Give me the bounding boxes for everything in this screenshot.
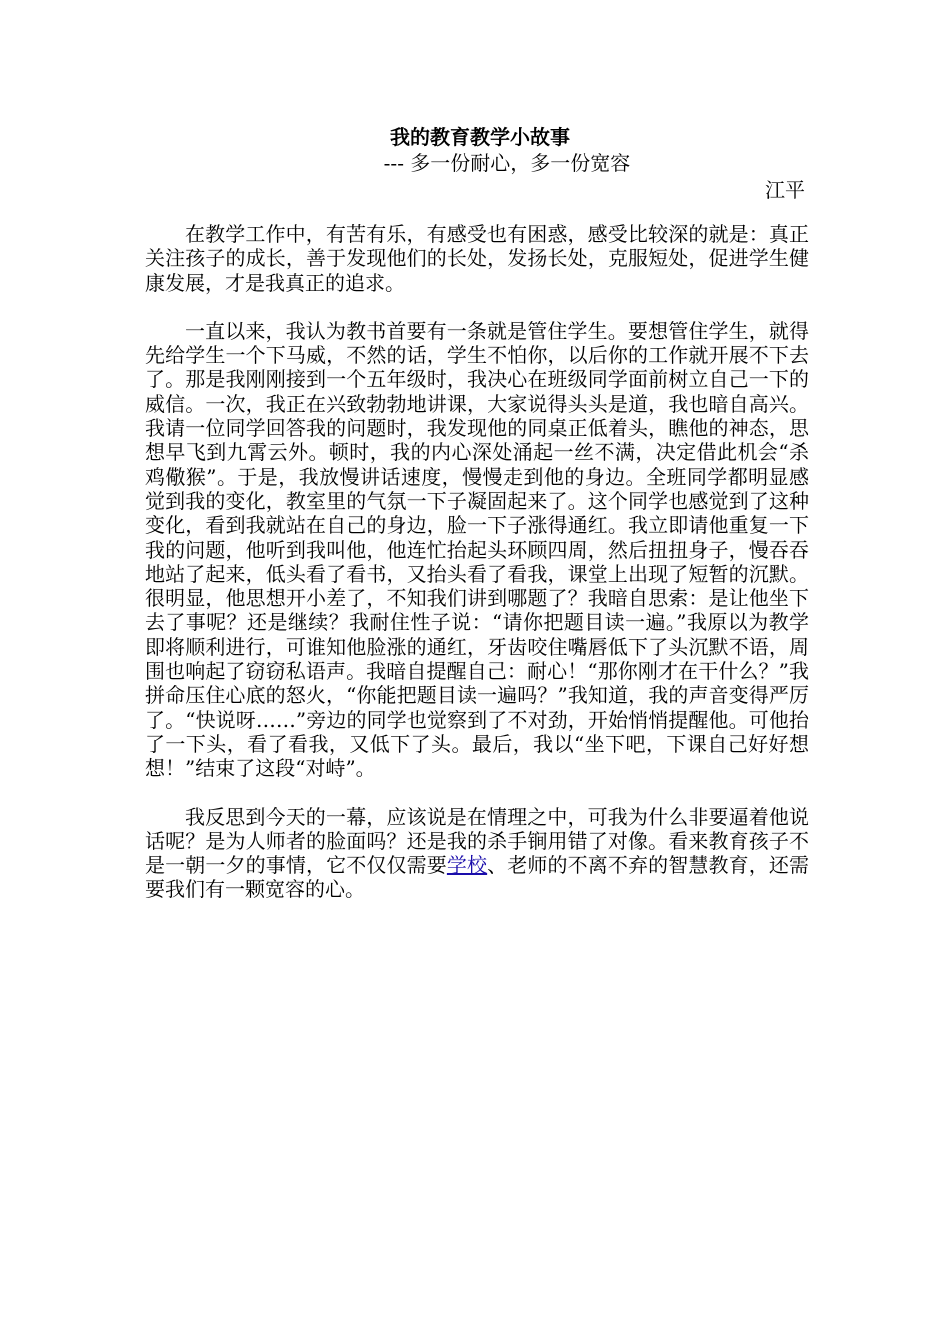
paragraph-1: 在教学工作中，有苦有乐，有感受也有困惑，感受比较深的就是：真正关注孩子的成长，善于发现他们的长处，发扬长处，克服短处，促进学生健康发展，才是我真正的追求。 (145, 222, 809, 295)
paragraph-3-text-after: 、老师的不离不弃的智慧教育，还需要我们有一颗宽容的心。 (145, 853, 809, 902)
paragraph-3-text-before: 我反思到今天的一幕，应该说是在情理之中，可我为什么非要逼着他说话呢？是为人师者的脸面吗？还是我的杀手锏用错了对像。看来教育孩子不是一朝一夕的事情，它不仅仅需要 (145, 804, 809, 878)
document-subtitle: --- 多一份耐心，多一份宽容 (383, 151, 631, 175)
author-name: 江平 (765, 178, 805, 202)
document-title: 我的教育教学小故事 (390, 125, 570, 149)
paragraph-3 (145, 805, 809, 902)
document-body (145, 222, 809, 926)
paragraph-2: 一直以来，我认为教书首要有一条就是管住学生。要想管住学生，就得先给学生一个下马威，不然的话，学生不怕你，以后你的工作就开展不下去了。那是我刚刚接到一个五年级时，我决心在班级同学面前树立自己一下的威信。一次，我正在兴致勃勃地讲课，大家说得头头是道，我也暗自高兴。我请一位同学回答我的问题时，我发现他的同桌正低着头，瞧他的神态，思想早飞到九霄云外。顿时，我的内心深处涌起一丝不满，决定借此机会“杀鸡儆猴”。于是，我放慢讲话速度，慢慢走到他的身边。全班同学都明显感觉到我的变化，教室里的气氛一下子凝固起来了。这个同学也感觉到了这种变化，看到我就站在自己的身边，脸一下子涨得通红。我立即请他重复一下我的问题，他听到我叫他，他连忙抬起头环顾四周，然后扭扭身子，慢吞吞地站了起来，低头看了看书，又抬头看了看我，课堂上出现了短暂的沉默。很明显，他思想开小差了，不知我们讲到哪题了？我暗自思索：是让他坐下去了事呢？还是继续？我耐住性子说：“请你把题目读一遍。”我原以为教学即将顺利进行，可谁知他脸涨的通红，牙齿咬住嘴唇低下了头沉默不语，周围也响起了窃窃私语声。我暗自提醒自己：耐心！“那你刚才在干什么？”我拼命压住心底的怒火，“你能把题目读一遍吗？”我知道，我的声音变得严厉了。“快说呀……”旁边的同学也觉察到了不对劲，开始悄悄提醒他。可他抬了一下头，看了看我，又低下了头。最后，我以“坐下吧，下课自己好好想想！”结束了这段“对峙”。 (145, 318, 809, 781)
school-link[interactable]: 学校 (446, 853, 488, 878)
